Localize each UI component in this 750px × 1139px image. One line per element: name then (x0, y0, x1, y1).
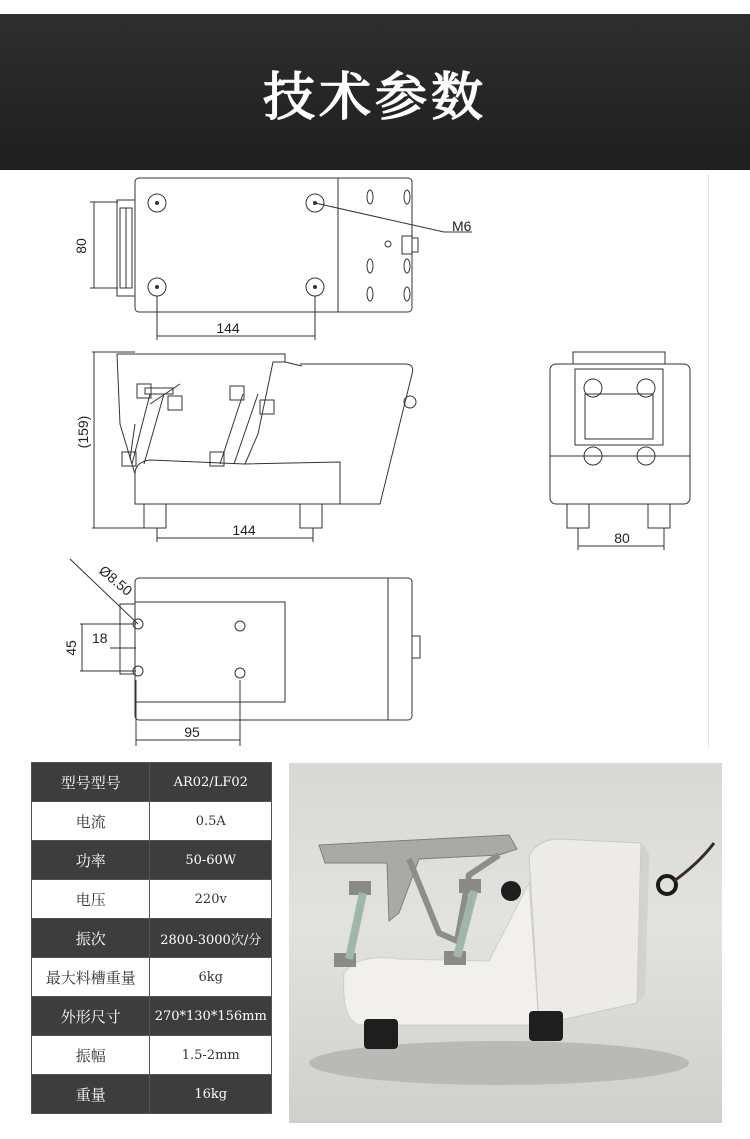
bottom-inner-dim: 18 (92, 630, 108, 646)
product-photo (289, 763, 722, 1123)
spec-key: 外形尺寸 (32, 997, 150, 1036)
table-row (32, 880, 272, 919)
page-title: 技术参数 (262, 67, 487, 128)
spec-value: 2800-3000次/分 (150, 919, 272, 958)
spec-key: 型号型号 (32, 763, 150, 802)
technical-drawing (40, 174, 709, 748)
end-width-dim: 80 (614, 530, 630, 546)
top-view (90, 178, 472, 340)
hole-diameter-dim: Ø8.50 (96, 562, 136, 599)
spec-value: AR02/LF02 (150, 763, 272, 802)
table-row (32, 763, 272, 802)
spec-key: 重量 (32, 1075, 150, 1114)
spec-value: 270*130*156mm (150, 997, 272, 1036)
spec-key: 振次 (32, 919, 150, 958)
spec-value: 1.5-2mm (150, 1036, 272, 1075)
spec-key: 振幅 (32, 1036, 150, 1075)
side-view (92, 352, 416, 542)
table-row (32, 997, 272, 1036)
spec-value: 220v (150, 880, 272, 919)
header-banner (0, 14, 750, 170)
table-row (32, 841, 272, 880)
spec-key: 功率 (32, 841, 150, 880)
spec-key: 电流 (32, 802, 150, 841)
spec-table (31, 762, 272, 1114)
table-row (32, 919, 272, 958)
top-height-dim: 80 (73, 238, 89, 254)
spec-value: 0.5A (150, 802, 272, 841)
end-view (550, 352, 690, 550)
side-height-dim: (159) (75, 415, 91, 449)
table-row (32, 1036, 272, 1075)
spec-value: 50-60W (150, 841, 272, 880)
side-width-dim: 144 (232, 522, 256, 538)
table-row (32, 958, 272, 997)
spec-value: 16kg (150, 1075, 272, 1114)
top-width-dim: 144 (216, 320, 240, 336)
table-row (32, 1075, 272, 1114)
thread-label: M6 (452, 218, 472, 234)
bottom-height-dim: 45 (63, 640, 79, 656)
spec-value: 6kg (150, 958, 272, 997)
bottom-width-dim: 95 (184, 724, 200, 740)
spec-key: 电压 (32, 880, 150, 919)
spec-key: 最大料槽重量 (32, 958, 150, 997)
table-row (32, 802, 272, 841)
